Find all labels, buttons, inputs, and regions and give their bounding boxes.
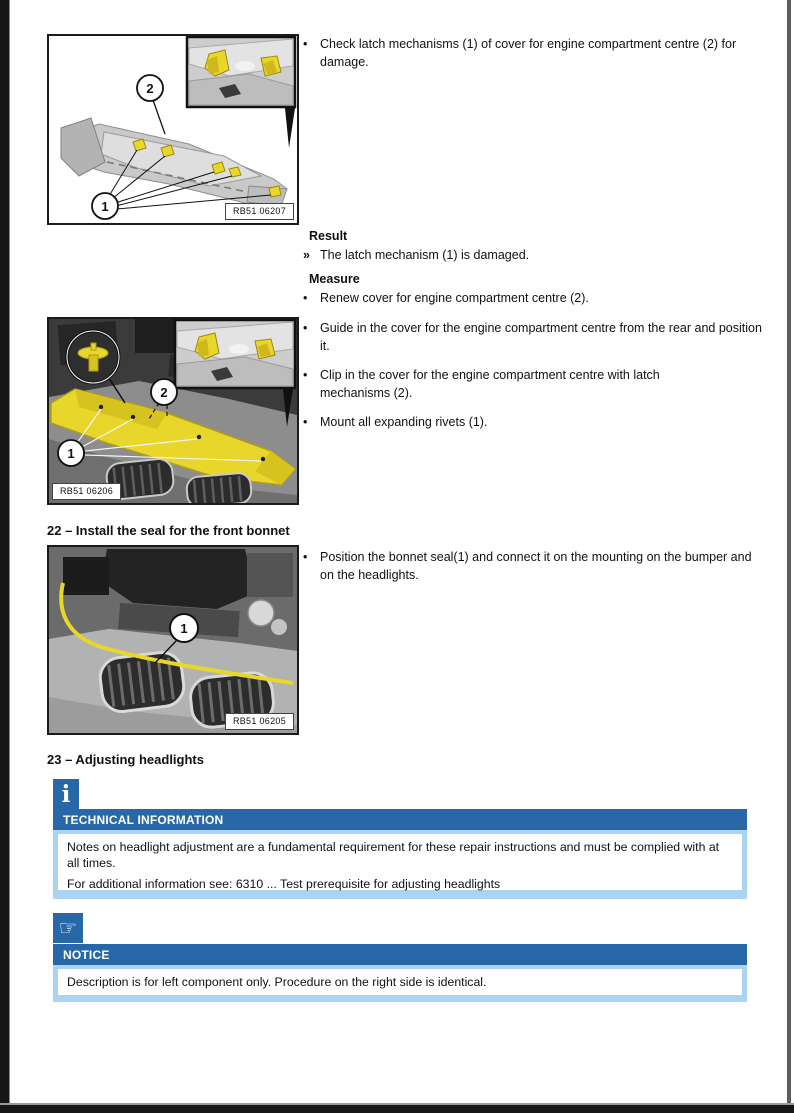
result-heading: Result — [309, 229, 348, 243]
tech-info-line: Notes on headlight adjustment are a fundamental requirement for these repair instructions and must be complied with at all times. — [67, 840, 720, 870]
figure-code-label: RB51 06205 — [225, 713, 294, 730]
callout-1: 1 — [101, 199, 109, 214]
technical-information-title: TECHNICAL INFORMATION — [63, 812, 224, 827]
bullet-marker: • — [303, 550, 308, 564]
callout-2: 2 — [146, 81, 154, 96]
list-item — [303, 548, 767, 584]
notice-box — [53, 965, 747, 1002]
install-cover-photo — [49, 319, 297, 503]
info-icon — [53, 779, 79, 809]
notice-title: NOTICE — [63, 947, 110, 962]
figure-bonnet-seal — [47, 545, 299, 735]
bullet-marker: • — [303, 37, 308, 51]
figure-code-label: RB51 06207 — [225, 203, 294, 220]
step-22-heading: 22 – Install the seal for the front bonnet — [47, 523, 290, 538]
figure-latch-mechanisms — [47, 34, 299, 225]
figure-install-cover — [47, 317, 299, 505]
result-marker: » — [303, 248, 310, 262]
install-cover-instructions — [303, 319, 767, 440]
technical-information-box — [53, 830, 747, 899]
instruction-text: Mount all expanding rivets (1). — [320, 415, 488, 429]
step-23-heading: 23 – Adjusting headlights — [47, 752, 204, 767]
page-left-edge-line — [9, 0, 10, 1113]
page-bottom-edge — [0, 1105, 794, 1113]
tech-info-line: For additional information see: 6310 ... Test prerequisite for adjusting headlights — [67, 877, 501, 891]
result-measure-block — [303, 227, 767, 316]
notice-content — [58, 969, 742, 995]
notice-banner — [53, 944, 747, 965]
bullet-marker: • — [303, 415, 308, 429]
latch-mechanisms-illustration — [49, 36, 297, 223]
bullet-marker: • — [303, 368, 308, 382]
list-item — [303, 35, 767, 71]
instruction-text: Clip in the cover for the engine compartment centre with latch mechanisms (2). — [320, 368, 660, 400]
technical-information-content — [58, 834, 742, 890]
callout-1: 1 — [67, 446, 75, 461]
instruction-text: Guide in the cover for the engine compartment centre from the rear and position it. — [320, 321, 762, 353]
instruction-text: Check latch mechanisms (1) of cover for engine compartment centre (2) for damage. — [320, 37, 737, 69]
bullet-marker: • — [303, 291, 308, 305]
list-item — [303, 413, 767, 431]
pointing-hand-icon — [53, 913, 83, 943]
page-left-edge — [0, 0, 9, 1113]
info-icon-glyph: i — [61, 780, 71, 808]
check-instructions — [303, 35, 767, 80]
callout-1: 1 — [180, 621, 188, 636]
seal-instructions — [303, 548, 767, 593]
technical-information-banner — [53, 809, 747, 830]
list-item — [303, 319, 767, 355]
bullet-marker: • — [303, 321, 308, 335]
measure-item — [303, 289, 767, 307]
instruction-text: Position the bonnet seal(1) and connect it on the mounting on the bumper and on the headlights. — [320, 550, 752, 582]
page-right-edge — [787, 0, 791, 1113]
figure-code-label: RB51 06206 — [52, 483, 121, 500]
callout-2: 2 — [160, 385, 168, 400]
measure-text: Renew cover for engine compartment centre (2). — [320, 291, 589, 305]
list-item — [303, 366, 693, 402]
measure-heading: Measure — [309, 272, 360, 286]
notice-line: Description is for left component only. Procedure on the right side is identical. — [67, 975, 487, 989]
result-item — [303, 246, 767, 264]
pointing-hand-glyph: ☞ — [58, 916, 78, 940]
bonnet-seal-photo — [49, 547, 297, 733]
result-text: The latch mechanism (1) is damaged. — [320, 248, 530, 262]
